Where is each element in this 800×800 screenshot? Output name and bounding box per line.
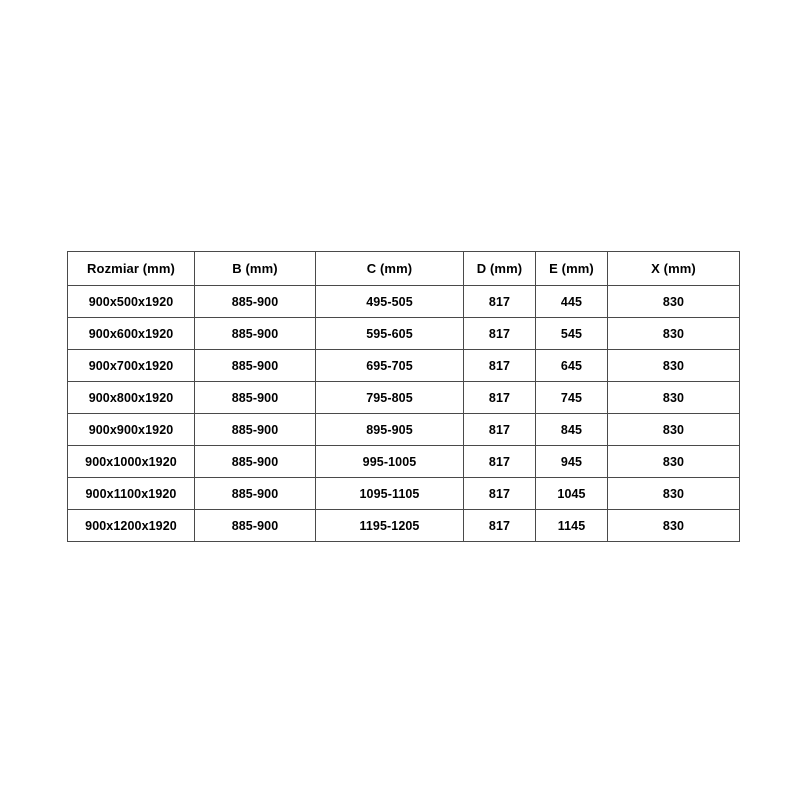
cell-rozmiar: 900x900x1920 <box>68 414 195 446</box>
table-header-row <box>68 252 740 286</box>
cell-rozmiar: 900x1100x1920 <box>68 478 195 510</box>
cell-rozmiar: 900x1200x1920 <box>68 510 195 542</box>
cell-c: 1095-1105 <box>316 478 464 510</box>
column-header-x: X (mm) <box>608 252 740 286</box>
column-header-rozmiar: Rozmiar (mm) <box>68 252 195 286</box>
cell-d: 817 <box>464 510 536 542</box>
cell-rozmiar: 900x600x1920 <box>68 318 195 350</box>
table-row <box>68 414 740 446</box>
cell-c: 1195-1205 <box>316 510 464 542</box>
spec-table-container <box>67 251 739 542</box>
cell-rozmiar: 900x1000x1920 <box>68 446 195 478</box>
cell-b: 885-900 <box>195 414 316 446</box>
cell-b: 885-900 <box>195 318 316 350</box>
cell-e: 1045 <box>536 478 608 510</box>
table-row <box>68 286 740 318</box>
cell-rozmiar: 900x700x1920 <box>68 350 195 382</box>
cell-e: 445 <box>536 286 608 318</box>
cell-rozmiar: 900x800x1920 <box>68 382 195 414</box>
table-row <box>68 382 740 414</box>
cell-d: 817 <box>464 414 536 446</box>
cell-d: 817 <box>464 382 536 414</box>
table-row <box>68 318 740 350</box>
table-row <box>68 510 740 542</box>
column-header-e: E (mm) <box>536 252 608 286</box>
table-row <box>68 478 740 510</box>
cell-d: 817 <box>464 350 536 382</box>
cell-b: 885-900 <box>195 382 316 414</box>
cell-b: 885-900 <box>195 446 316 478</box>
spec-table <box>67 251 740 542</box>
table-row <box>68 446 740 478</box>
cell-c: 995-1005 <box>316 446 464 478</box>
cell-rozmiar: 900x500x1920 <box>68 286 195 318</box>
cell-x: 830 <box>608 318 740 350</box>
cell-x: 830 <box>608 510 740 542</box>
column-header-d: D (mm) <box>464 252 536 286</box>
cell-x: 830 <box>608 286 740 318</box>
cell-e: 945 <box>536 446 608 478</box>
cell-e: 1145 <box>536 510 608 542</box>
cell-c: 595-605 <box>316 318 464 350</box>
cell-e: 745 <box>536 382 608 414</box>
column-header-c: C (mm) <box>316 252 464 286</box>
cell-d: 817 <box>464 478 536 510</box>
cell-b: 885-900 <box>195 478 316 510</box>
cell-e: 545 <box>536 318 608 350</box>
cell-c: 495-505 <box>316 286 464 318</box>
cell-x: 830 <box>608 478 740 510</box>
cell-b: 885-900 <box>195 510 316 542</box>
cell-x: 830 <box>608 382 740 414</box>
cell-d: 817 <box>464 446 536 478</box>
cell-d: 817 <box>464 318 536 350</box>
cell-c: 895-905 <box>316 414 464 446</box>
cell-e: 845 <box>536 414 608 446</box>
cell-d: 817 <box>464 286 536 318</box>
cell-c: 695-705 <box>316 350 464 382</box>
cell-e: 645 <box>536 350 608 382</box>
cell-b: 885-900 <box>195 350 316 382</box>
column-header-b: B (mm) <box>195 252 316 286</box>
cell-x: 830 <box>608 414 740 446</box>
cell-x: 830 <box>608 350 740 382</box>
cell-b: 885-900 <box>195 286 316 318</box>
table-row <box>68 350 740 382</box>
cell-c: 795-805 <box>316 382 464 414</box>
cell-x: 830 <box>608 446 740 478</box>
